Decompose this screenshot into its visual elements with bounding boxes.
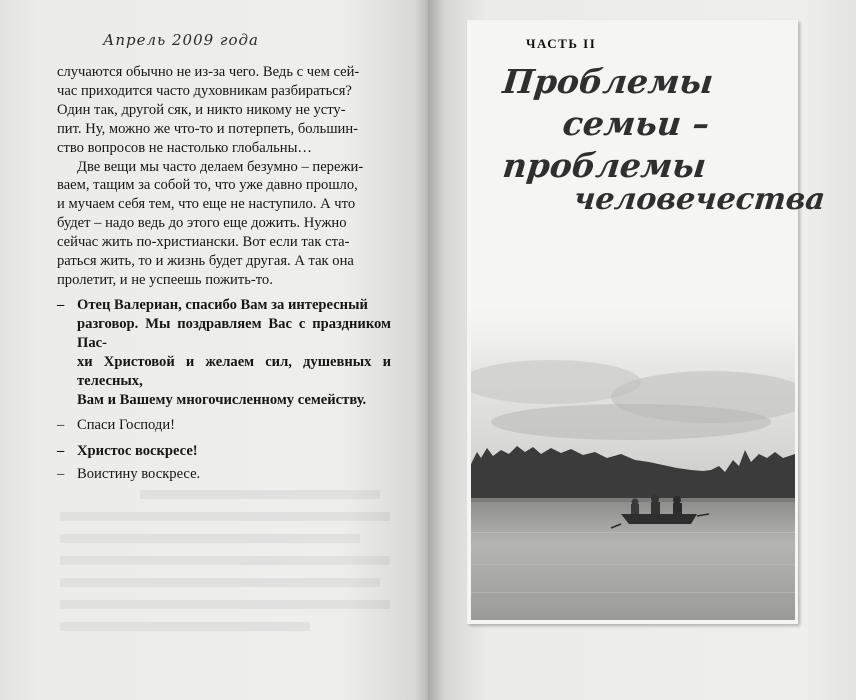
paragraph	[57, 63, 391, 158]
dialogue-question	[57, 442, 391, 461]
text-line: Воистину воскресе.	[77, 466, 201, 483]
lake-boat-photo	[471, 302, 795, 620]
text-line: час приходится часто духовникам разбираться?	[57, 82, 352, 99]
show-through-line	[60, 578, 380, 587]
text-line: и мучаем себя тем, что еще не наступило. А что	[57, 196, 356, 213]
text-line: ство вопросов не настолько глобальны…	[57, 139, 312, 156]
part-title-line: проблемы	[500, 146, 709, 185]
show-through-line	[140, 490, 380, 499]
dialogue-question	[57, 296, 391, 409]
part-title-line: семьи –	[560, 104, 712, 143]
photo-fade	[471, 302, 795, 362]
text-line: сейчас жить по-христиански. Вот если так ста-	[57, 234, 350, 251]
show-through-line	[60, 556, 390, 565]
text-line: пит. Ну, можно же что-то и потерпеть, большин-	[57, 120, 359, 137]
text-line: Один так, другой сяк, и никто никому не усту-	[57, 101, 346, 118]
dialogue	[57, 296, 391, 484]
text-line: Две вещи мы часто делаем безумно – пережи-	[77, 158, 364, 175]
text-line: ваем, тащим за собой то, что уже давно прошло,	[57, 177, 358, 194]
text-line: хи Христовой и желаем сил, душевных и телесных,	[77, 353, 391, 389]
text-line: раться жить, то и жизнь будет другая. А так она	[57, 253, 354, 270]
text-line: Отец Валериан, спасибо Вам за интересный	[77, 297, 368, 313]
dialogue-dash: –	[57, 297, 65, 313]
show-through-line	[60, 512, 390, 521]
part-title-line: Проблемы	[500, 62, 716, 101]
part-label: ЧАСТЬ II	[526, 36, 597, 51]
text-line: Христос воскресе!	[77, 443, 198, 460]
show-through-line	[60, 600, 390, 609]
show-through-line	[60, 622, 310, 631]
text-line: разговор. Мы поздравляем Вас с праздником Пас-	[77, 315, 391, 351]
dialogue-dash: –	[57, 417, 65, 434]
show-through-line	[60, 534, 360, 543]
text-line: пролетит, и не успеешь пожить-то.	[57, 271, 273, 288]
dialogue-dash: –	[57, 443, 65, 460]
dialogue-dash: –	[57, 466, 65, 483]
cloud	[491, 404, 771, 440]
text-line: Вам и Вашему многочисленному семейству.	[77, 391, 367, 408]
text-line: случаются обычно не из-за чего. Ведь с чем сей-	[57, 64, 360, 80]
text-line: будет – надо ведь до этого еще дожить. Нужно	[57, 215, 347, 232]
dialogue-answer	[57, 416, 391, 435]
body-text	[57, 63, 391, 290]
part-title-line: человечества	[572, 182, 827, 217]
paragraph	[57, 158, 391, 290]
running-head: Апрель 2009 года	[103, 31, 259, 49]
text-line: Спаси Господи!	[77, 417, 176, 434]
dialogue-answer	[57, 465, 391, 484]
